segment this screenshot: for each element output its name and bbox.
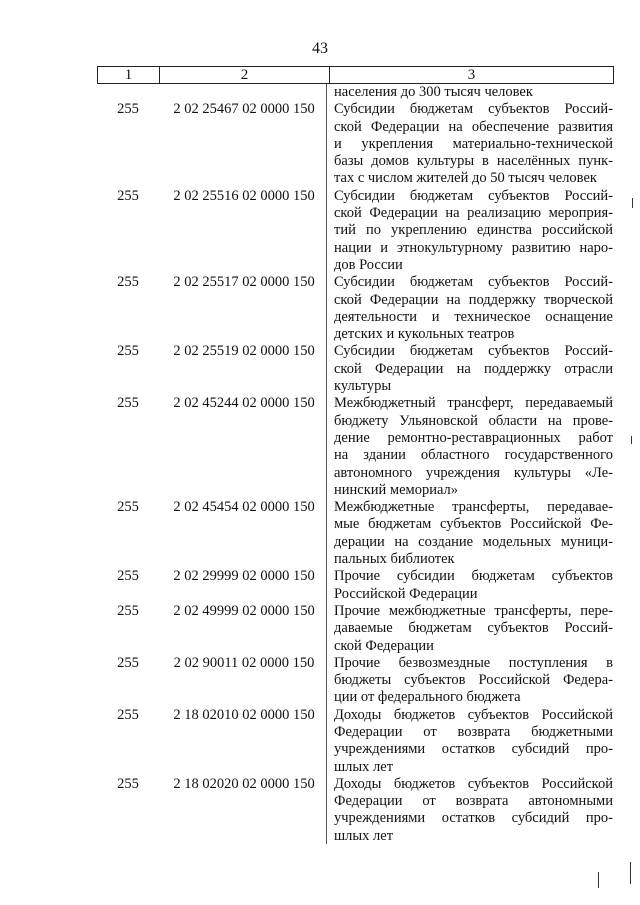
name-line: Субсидии бюджетам субъектов Россий- [334, 187, 613, 204]
income-name-cell [329, 568, 614, 603]
scan-mark [632, 198, 633, 208]
admin-code-cell: 255 [117, 654, 139, 671]
scan-mark [598, 872, 599, 888]
name-line: шлых лет [334, 758, 394, 775]
income-name-cell [329, 707, 614, 776]
name-line: тий по укреплению единства российской [334, 222, 613, 239]
page-number: 43 [312, 40, 328, 57]
table-row [97, 395, 614, 499]
header-col-3: 3 [467, 67, 476, 83]
name-line: дов России [334, 256, 403, 273]
table-row [97, 707, 614, 776]
kbk-code-cell: 2 02 25516 02 0000 150 [173, 187, 315, 204]
table-row [97, 274, 614, 343]
name-line: ской Федерации на поддержку творческой [334, 291, 613, 308]
name-line: Субсидии бюджетам субъектов Россий- [334, 101, 613, 118]
continuation-text: населения до 300 тысяч человек [334, 84, 533, 100]
admin-code-cell: 255 [117, 568, 139, 585]
kbk-code-cell: 2 02 25517 02 0000 150 [173, 274, 315, 291]
name-line: шлых лет [334, 827, 394, 844]
name-line: Федерации от возврата автономными [334, 793, 613, 810]
name-line: дерации на создание модельных муници- [334, 533, 613, 550]
name-line: пальных библиотек [334, 551, 455, 568]
kbk-code-cell: 2 02 49999 02 0000 150 [173, 602, 315, 619]
name-line: базы домов культуры в населённых пунк- [334, 153, 613, 170]
name-line: бюджету Ульяновской области на прове- [334, 412, 613, 429]
name-line: на здании областного государственного [334, 447, 613, 464]
income-name-cell [329, 343, 614, 395]
name-line: Межбюджетные трансферты, передавае- [334, 499, 613, 516]
admin-code-cell: 255 [117, 602, 139, 619]
name-line: мые бюджетам субъектов Российской Фе- [334, 516, 613, 533]
header-col-1: 1 [98, 67, 160, 83]
income-name-cell [329, 603, 614, 655]
income-name-cell [329, 655, 614, 707]
scan-mark [630, 862, 631, 884]
table-row [97, 603, 614, 655]
name-line: Субсидии бюджетам субъектов Россий- [334, 343, 613, 360]
table-row [97, 499, 614, 568]
income-name-cell [329, 776, 614, 845]
name-line: Доходы бюджетов субъектов Российской [334, 775, 613, 792]
income-name-cell [329, 101, 614, 187]
name-line: ской Федерации [334, 637, 434, 654]
admin-code-cell: 255 [117, 187, 139, 204]
name-line: ции от федерального бюджета [334, 689, 521, 706]
name-line: бюджеты субъектов Российской Федера- [334, 672, 613, 689]
table-row [97, 655, 614, 707]
table-body [97, 84, 614, 845]
kbk-code-cell: 2 02 25467 02 0000 150 [173, 101, 315, 118]
admin-code-cell: 255 [117, 775, 139, 792]
name-line: ской Федерации на поддержку отрасли [334, 360, 613, 377]
admin-code-cell: 255 [117, 395, 139, 412]
admin-code-cell: 255 [117, 343, 139, 360]
income-name-cell [329, 188, 614, 274]
table-row [97, 776, 614, 845]
admin-code-cell: 255 [117, 274, 139, 291]
name-line: детских и кукольных театров [334, 326, 515, 343]
name-line: дение ремонтно-реставрационных работ [334, 429, 613, 446]
scan-mark [631, 436, 632, 444]
name-line: деятельности и техническое оснащение [334, 308, 613, 325]
name-line: учреждениями остатков субсидий про- [334, 741, 613, 758]
kbk-code-cell: 2 02 29999 02 0000 150 [173, 568, 315, 585]
name-line: Межбюджетный трансферт, передаваемый [334, 395, 613, 412]
name-line: и укрепления материально-технической [334, 135, 613, 152]
name-line: Прочие субсидии бюджетам субъектов [334, 568, 613, 585]
kbk-code-cell: 2 18 02020 02 0000 150 [173, 775, 315, 792]
name-line: нинский мемориал» [334, 481, 459, 498]
table-row [97, 568, 614, 603]
name-line: Субсидии бюджетам субъектов Россий- [334, 274, 613, 291]
kbk-code-cell: 2 02 45454 02 0000 150 [173, 499, 315, 516]
table-row [97, 343, 614, 395]
income-name-cell [329, 499, 614, 568]
name-line: ской Федерации на реализацию мероприя- [334, 205, 613, 222]
name-line: ской Федерации на обеспечение развития [334, 118, 613, 135]
name-line: Доходы бюджетов субъектов Российской [334, 706, 613, 723]
name-line: нации и этнокультурному развитию наро- [334, 239, 613, 256]
name-line: учреждениями остатков субсидий про- [334, 810, 613, 827]
name-line: даваемые бюджетам субъектов Россий- [334, 620, 613, 637]
name-line: Прочие межбюджетные трансферты, пере- [334, 602, 613, 619]
continuation-row [97, 84, 614, 101]
kbk-code-cell: 2 02 45244 02 0000 150 [173, 395, 315, 412]
name-line: тах с числом жителей до 50 тысяч человек [334, 170, 597, 187]
name-line: автономного учреждения культуры «Ле- [334, 464, 613, 481]
name-line: Российской Федерации [334, 585, 478, 602]
kbk-code-cell: 2 02 25519 02 0000 150 [173, 343, 315, 360]
name-line: Федерации от возврата бюджетными [334, 723, 613, 740]
kbk-code-cell: 2 02 90011 02 0000 150 [173, 654, 315, 671]
income-name-cell [329, 395, 614, 499]
name-line: Прочие безвозмездные поступления в [334, 654, 613, 671]
admin-code-cell: 255 [117, 101, 139, 118]
name-line: культуры [334, 378, 392, 395]
income-name-cell [329, 274, 614, 343]
table-header [97, 66, 614, 84]
table-row [97, 101, 614, 187]
admin-code-cell: 255 [117, 499, 139, 516]
kbk-code-cell: 2 18 02010 02 0000 150 [173, 706, 315, 723]
header-col-2: 2 [160, 67, 330, 83]
table-row [97, 188, 614, 274]
admin-code-cell: 255 [117, 706, 139, 723]
